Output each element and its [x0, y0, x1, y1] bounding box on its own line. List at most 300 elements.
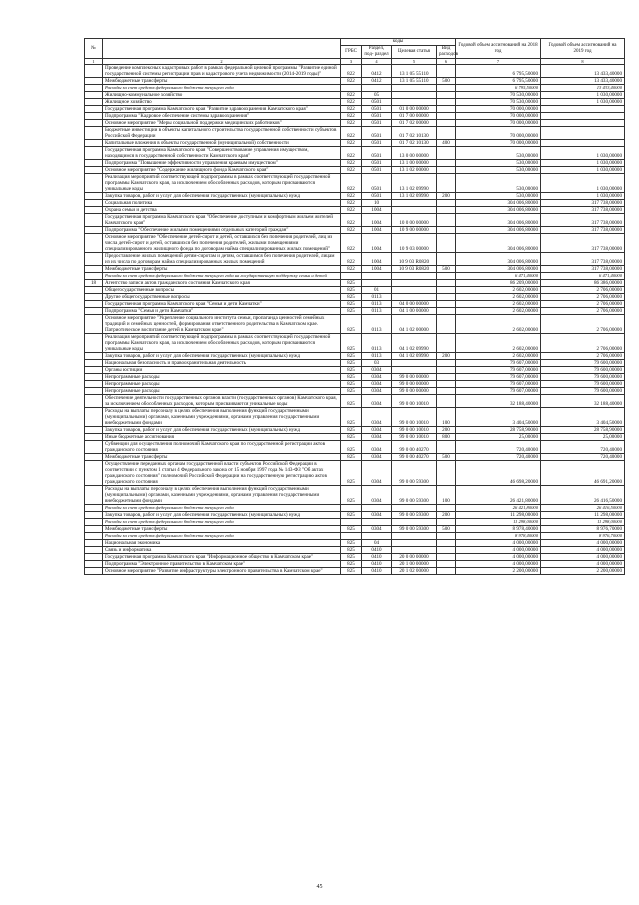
- row-grbs: 822: [341, 160, 362, 167]
- row-grbs: [341, 519, 362, 526]
- row-grbs: 825: [341, 427, 362, 434]
- row-target-article: 04 1 00 00000: [392, 308, 437, 315]
- row-target-article: 13 1 02 09990: [392, 193, 437, 200]
- row-razdel: 0304: [362, 461, 392, 486]
- row-razdel: [362, 519, 392, 526]
- row-razdel: 0113: [362, 353, 392, 360]
- row-amount-2018: 79 607,00000: [456, 381, 541, 388]
- row-name: Органы юстиции: [103, 367, 341, 374]
- row-number: [85, 234, 103, 253]
- table-row: [85, 367, 625, 374]
- table-row: [85, 92, 625, 99]
- row-number: [85, 147, 103, 160]
- row-target-article: 99 0 00 59300: [392, 526, 437, 533]
- row-grbs: 825: [341, 294, 362, 301]
- row-amount-2019: 720,40000: [541, 441, 625, 454]
- row-amount-2018: 2 602,00000: [456, 301, 541, 308]
- row-number: [85, 106, 103, 113]
- row-amount-2018: 4 000,00000: [456, 547, 541, 554]
- row-grbs: 822: [341, 214, 362, 227]
- table-row: [85, 193, 625, 200]
- row-expense-type: [437, 273, 456, 280]
- row-expense-type: [437, 547, 456, 554]
- row-amount-2018: 4 000,00000: [456, 561, 541, 568]
- row-amount-2019: 6 471,40000: [541, 273, 625, 280]
- row-razdel: 0501: [362, 160, 392, 167]
- row-amount-2018: 3 404,50000: [456, 408, 541, 427]
- row-grbs: 822: [341, 106, 362, 113]
- row-razdel: 0410: [362, 568, 392, 575]
- row-name: Подпрограмма "Электронное правительство в Камчатском крае": [103, 561, 341, 568]
- row-amount-2019: 317 738,00000: [541, 227, 625, 234]
- row-expense-type: [437, 207, 456, 214]
- row-expense-type: [437, 120, 456, 127]
- row-expense-type: [437, 287, 456, 294]
- row-target-article: 20 1 00 00000: [392, 561, 437, 568]
- row-razdel: 1004: [362, 227, 392, 234]
- row-grbs: 822: [341, 92, 362, 99]
- row-grbs: 825: [341, 454, 362, 461]
- table-header-row-1: [85, 39, 625, 46]
- row-name: Закупка товаров, работ и услуг для обеспечения государственных (муниципальных) нужд: [103, 512, 341, 519]
- row-expense-type: [437, 308, 456, 315]
- row-grbs: 825: [341, 461, 362, 486]
- row-amount-2019: 86 386,00000: [541, 280, 625, 287]
- row-number: [85, 253, 103, 266]
- row-grbs: [341, 85, 362, 92]
- row-target-article: 04 1 02 09990: [392, 334, 437, 353]
- row-expense-type: 200: [437, 353, 456, 360]
- row-grbs: 825: [341, 301, 362, 308]
- row-amount-2018: 530,00000: [456, 160, 541, 167]
- row-grbs: 822: [341, 78, 362, 85]
- row-expense-type: [437, 200, 456, 207]
- row-amount-2019: 2 706,00000: [541, 308, 625, 315]
- row-grbs: 822: [341, 266, 362, 273]
- row-name: Расходы на выплаты персоналу в целях обеспечения выполнения функций государственными (муниципальными) органами, казенными учреждениями, органами управления государственными внебюджетными фондами: [103, 408, 341, 427]
- row-amount-2019: 46 691,20000: [541, 461, 625, 486]
- row-name: Предоставление жилых помещений детям-сиротам и детям, оставшимся без попечения родителей, лицам из их числа по договорам найма специализированных жилых помещений: [103, 253, 341, 266]
- row-amount-2019: 317 738,00000: [541, 234, 625, 253]
- row-amount-2019: 2 706,00000: [541, 294, 625, 301]
- row-amount-2019: 317 738,00000: [541, 200, 625, 207]
- row-name: Основное мероприятие "Содержание жилищного фонда Камчатского края": [103, 167, 341, 174]
- row-number: [85, 227, 103, 234]
- row-amount-2019: 1 030,00000: [541, 99, 625, 106]
- index-cell: 2: [103, 59, 341, 65]
- row-expense-type: 800: [437, 434, 456, 441]
- row-razdel: 0113: [362, 315, 392, 334]
- row-number: [85, 505, 103, 512]
- row-amount-2018: 304 006,80000: [456, 266, 541, 273]
- row-amount-2018: 8 978,40000: [456, 533, 541, 540]
- row-name: Реализация мероприятий соответствующей подпрограммы в рамках соответствующей государственной программы Камчатского края, за исключением обособленных расходов, которым присваиваются уникальные коды: [103, 334, 341, 353]
- row-amount-2019: 317 738,00000: [541, 253, 625, 266]
- row-amount-2019: 13 433,40000: [541, 85, 625, 92]
- table-row: [85, 280, 625, 287]
- row-razdel: 0304: [362, 381, 392, 388]
- row-amount-2018: 25,00000: [456, 434, 541, 441]
- row-razdel: 0304: [362, 454, 392, 461]
- row-target-article: 99 0 00 00000: [392, 381, 437, 388]
- header-razdel: Раздел, под- раздел: [362, 46, 392, 59]
- row-amount-2018: 304 006,80000: [456, 227, 541, 234]
- row-target-article: 99 0 00 00000: [392, 388, 437, 395]
- row-number: [85, 127, 103, 140]
- row-amount-2018: 26 421,80000: [456, 486, 541, 505]
- row-expense-type: [437, 99, 456, 106]
- row-expense-type: [437, 174, 456, 193]
- row-number: [85, 92, 103, 99]
- row-grbs: 825: [341, 561, 362, 568]
- row-expense-type: [437, 367, 456, 374]
- row-number: [85, 568, 103, 575]
- row-razdel: 04: [362, 540, 392, 547]
- row-razdel: 0410: [362, 554, 392, 561]
- row-expense-type: 500: [437, 526, 456, 533]
- table-row: [85, 266, 625, 273]
- row-name: Подпрограмма "Повышение эффективности управления краевым имуществом": [103, 160, 341, 167]
- row-amount-2019: 4 000,00000: [541, 540, 625, 547]
- row-target-article: 10 0 00 00000: [392, 214, 437, 227]
- row-number: [85, 214, 103, 227]
- table-row: [85, 315, 625, 334]
- table-row: [85, 140, 625, 147]
- row-name: Расходы за счет средств федерального бюджета текущего года: [103, 85, 341, 92]
- row-razdel: 0501: [362, 127, 392, 140]
- row-name: Расходы за счет средств федерального бюджета текущего года: [103, 505, 341, 512]
- table-row: [85, 78, 625, 85]
- row-razdel: 10: [362, 200, 392, 207]
- row-name: Охрана семьи и детства: [103, 207, 341, 214]
- table-row: [85, 234, 625, 253]
- table-row: [85, 486, 625, 505]
- row-amount-2019: 2 200,00000: [541, 568, 625, 575]
- row-number: [85, 99, 103, 106]
- row-target-article: [392, 287, 437, 294]
- row-amount-2019: 28 758,90000: [541, 427, 625, 434]
- row-expense-type: 100: [437, 486, 456, 505]
- row-expense-type: [437, 381, 456, 388]
- table-row: [85, 253, 625, 266]
- table-row: [85, 113, 625, 120]
- row-amount-2018: 2 200,00000: [456, 568, 541, 575]
- row-amount-2018: 70 000,00000: [456, 106, 541, 113]
- row-name: Жилищное хозяйство: [103, 99, 341, 106]
- table-note-row: [85, 505, 625, 512]
- row-number: [85, 113, 103, 120]
- row-number: [85, 547, 103, 554]
- row-razdel: 0412: [362, 65, 392, 78]
- row-target-article: 01 7 00 00000: [392, 113, 437, 120]
- row-grbs: 825: [341, 315, 362, 334]
- row-razdel: 1004: [362, 234, 392, 253]
- table-row: [85, 512, 625, 519]
- row-name: Реализация мероприятий соответствующей подпрограммы в рамках соответствующей государственной программы Камчатского края, за исключением обособленных расходов, которым присваиваются уникальные коды: [103, 174, 341, 193]
- row-expense-type: [437, 294, 456, 301]
- row-amount-2019: 11 298,00000: [541, 519, 625, 526]
- header-year-2018: Годовой объем ассигнований на 2018 год: [456, 39, 541, 59]
- row-amount-2018: 4 000,00000: [456, 540, 541, 547]
- row-razdel: 0304: [362, 408, 392, 427]
- row-amount-2018: 70 000,00000: [456, 120, 541, 127]
- row-amount-2018: 530,00000: [456, 167, 541, 174]
- row-number: [85, 174, 103, 193]
- row-amount-2018: 6 795,50000: [456, 85, 541, 92]
- table-row: [85, 227, 625, 234]
- row-razdel: 03: [362, 360, 392, 367]
- row-grbs: 825: [341, 334, 362, 353]
- row-amount-2019: 25,00000: [541, 434, 625, 441]
- row-number: [85, 533, 103, 540]
- row-name: Расходы на выплаты персоналу в целях обеспечения выполнения функций государственными (муниципальными) органами, казенными учреждениями, органами управления государственными внебюджетными фондами: [103, 486, 341, 505]
- row-grbs: 825: [341, 526, 362, 533]
- row-razdel: 0113: [362, 301, 392, 308]
- row-number: [85, 160, 103, 167]
- row-name: Субвенции для осуществления полномочий Камчатского края по государственной регистрации актов гражданского состояния: [103, 441, 341, 454]
- row-number: [85, 334, 103, 353]
- table-row: [85, 374, 625, 381]
- row-expense-type: 200: [437, 512, 456, 519]
- row-name: Бюджетные инвестиции в объекты капитального строительства государственной собственности субъектов Российской Федерации: [103, 127, 341, 140]
- row-amount-2019: 2 706,00000: [541, 353, 625, 360]
- row-expense-type: [437, 540, 456, 547]
- row-amount-2018: 720,40000: [456, 454, 541, 461]
- row-target-article: 13 1 02 09990: [392, 174, 437, 193]
- row-target-article: 99 0 00 00000: [392, 374, 437, 381]
- table-note-row: [85, 533, 625, 540]
- row-number: [85, 200, 103, 207]
- table-row: [85, 287, 625, 294]
- table-row: [85, 408, 625, 427]
- row-name: Межбюджетные трансферты: [103, 266, 341, 273]
- row-name: Государственная программа Камчатского края "Совершенствование управления имуществом, находящимся в государственной собственности Камчатского края": [103, 147, 341, 160]
- row-number: [85, 519, 103, 526]
- row-amount-2018: 79 607,00000: [456, 374, 541, 381]
- index-cell: 5: [392, 59, 437, 65]
- row-grbs: 825: [341, 540, 362, 547]
- table-row: [85, 427, 625, 434]
- row-name: Проведение комплексных кадастровых работ в рамках федеральной целевой программы "Развитие единой государственной системы регистрации прав и кадастрового учета недвижимости (2014-2019 годы)": [103, 65, 341, 78]
- row-amount-2019: 2 706,00000: [541, 334, 625, 353]
- row-name: Непрограммные расходы: [103, 388, 341, 395]
- row-razdel: 0304: [362, 374, 392, 381]
- row-amount-2018: 4 000,00000: [456, 554, 541, 561]
- row-amount-2018: 70 000,00000: [456, 127, 541, 140]
- row-amount-2019: 2 706,00000: [541, 315, 625, 334]
- row-grbs: 825: [341, 512, 362, 519]
- row-amount-2019: 4 000,00000: [541, 547, 625, 554]
- row-grbs: 825: [341, 441, 362, 454]
- row-amount-2018: 6 795,50000: [456, 78, 541, 85]
- row-amount-2018: 79 607,00000: [456, 360, 541, 367]
- row-amount-2019: 79 600,00000: [541, 388, 625, 395]
- row-expense-type: [437, 568, 456, 575]
- row-expense-type: [437, 461, 456, 486]
- table-row: [85, 127, 625, 140]
- row-amount-2019: [541, 127, 625, 140]
- row-amount-2018: 11 298,00000: [456, 519, 541, 526]
- row-expense-type: [437, 234, 456, 253]
- row-grbs: 825: [341, 434, 362, 441]
- row-expense-type: [437, 160, 456, 167]
- row-number: [85, 308, 103, 315]
- header-grbs: ГРБС: [341, 46, 362, 59]
- table-row: [85, 561, 625, 568]
- row-razdel: [362, 85, 392, 92]
- index-cell: 7: [456, 59, 541, 65]
- row-amount-2018: 79 607,00000: [456, 388, 541, 395]
- row-number: [85, 78, 103, 85]
- row-name: Другие общегосударственные вопросы: [103, 294, 341, 301]
- table-row: [85, 308, 625, 315]
- row-name: Межбюджетные трансферты: [103, 454, 341, 461]
- row-grbs: 825: [341, 395, 362, 408]
- row-amount-2019: 8 976,70000: [541, 533, 625, 540]
- row-amount-2019: [541, 106, 625, 113]
- row-name: Расходы за счет средств федерального бюджета текущего года: [103, 519, 341, 526]
- row-name: Подпрограмма "Семья и дети Камчатки": [103, 308, 341, 315]
- row-number: [85, 408, 103, 427]
- row-razdel: 0113: [362, 294, 392, 301]
- row-amount-2019: 13 433,40000: [541, 65, 625, 78]
- row-amount-2019: 26 416,50000: [541, 486, 625, 505]
- row-name: Жилищно-коммунальное хозяйство: [103, 92, 341, 99]
- row-number: [85, 427, 103, 434]
- row-razdel: 0410: [362, 547, 392, 554]
- row-grbs: 825: [341, 547, 362, 554]
- row-amount-2019: 32 188,40000: [541, 395, 625, 408]
- row-razdel: 0304: [362, 512, 392, 519]
- table-row: [85, 167, 625, 174]
- row-expense-type: [437, 214, 456, 227]
- row-grbs: 822: [341, 140, 362, 147]
- row-razdel: 0304: [362, 388, 392, 395]
- row-expense-type: 400: [437, 140, 456, 147]
- row-grbs: 822: [341, 65, 362, 78]
- row-razdel: 0501: [362, 120, 392, 127]
- table-row: [85, 106, 625, 113]
- row-number: [85, 434, 103, 441]
- row-number: [85, 294, 103, 301]
- row-target-article: [392, 85, 437, 92]
- row-target-article: [392, 360, 437, 367]
- row-amount-2019: 1 030,00000: [541, 147, 625, 160]
- table-row: [85, 207, 625, 214]
- row-target-article: [392, 280, 437, 287]
- row-number: [85, 287, 103, 294]
- row-amount-2018: 70 530,00000: [456, 99, 541, 106]
- row-amount-2019: 1 030,00000: [541, 92, 625, 99]
- row-grbs: 825: [341, 353, 362, 360]
- row-amount-2019: 1 030,00000: [541, 160, 625, 167]
- row-expense-type: 500: [437, 266, 456, 273]
- row-amount-2018: 86 209,00000: [456, 280, 541, 287]
- row-amount-2018: 304 006,80000: [456, 200, 541, 207]
- row-grbs: 825: [341, 568, 362, 575]
- row-amount-2019: 317 738,00000: [541, 214, 625, 227]
- row-grbs: 822: [341, 227, 362, 234]
- row-name: Агентство записи актов гражданского состояния Камчатского края: [103, 280, 341, 287]
- row-expense-type: [437, 554, 456, 561]
- row-grbs: [341, 505, 362, 512]
- row-target-article: [392, 519, 437, 526]
- row-target-article: 04 0 00 00000: [392, 301, 437, 308]
- row-target-article: 01 7 02 10130: [392, 140, 437, 147]
- row-razdel: 0410: [362, 561, 392, 568]
- table-row: [85, 200, 625, 207]
- row-name: Основное мероприятие "Обеспечение детей-сирот и детей, оставшихся без попечения родителей, лиц из числа детей-сирот и детей, оставшихся без попечения родителей, жилыми помещениями специализированного жилищного фонда по договорам найма специализированных жилых помещений": [103, 234, 341, 253]
- row-amount-2018: 720,40000: [456, 441, 541, 454]
- row-target-article: 13 1 05 55110: [392, 78, 437, 85]
- row-name: Основное мероприятие "Меры социальной поддержки медицинских работников": [103, 120, 341, 127]
- index-cell: 1: [85, 59, 103, 65]
- row-amount-2018: 304 006,80000: [456, 207, 541, 214]
- row-target-article: [392, 547, 437, 554]
- table-row: [85, 461, 625, 486]
- header-year-2019: Годовой объем ассигнований на 2019 год: [541, 39, 625, 59]
- row-number: [85, 367, 103, 374]
- budget-table: [84, 38, 625, 575]
- header-name: [103, 39, 341, 59]
- header-codes-group: коды: [341, 39, 456, 46]
- row-grbs: 825: [341, 367, 362, 374]
- row-target-article: 01 7 02 00000: [392, 120, 437, 127]
- row-amount-2018: 2 602,00000: [456, 334, 541, 353]
- header-num: №: [85, 39, 103, 59]
- row-amount-2018: 6 471,40000: [456, 273, 541, 280]
- row-target-article: 13 1 00 00000: [392, 160, 437, 167]
- row-razdel: 0501: [362, 167, 392, 174]
- row-amount-2018: 530,00000: [456, 174, 541, 193]
- row-grbs: 822: [341, 127, 362, 140]
- table-row: [85, 540, 625, 547]
- table-row: [85, 174, 625, 193]
- row-name: Подпрограмма "Обеспечение жилыми помещениями отдельных категорий граждан": [103, 227, 341, 234]
- row-grbs: 825: [341, 287, 362, 294]
- row-name: Расходы за счет средств федерального бюджета текущего года на государственную поддержку семьи и детей: [103, 273, 341, 280]
- table-note-row: [85, 519, 625, 526]
- row-expense-type: [437, 85, 456, 92]
- row-razdel: 0501: [362, 99, 392, 106]
- row-target-article: [392, 207, 437, 214]
- row-expense-type: [437, 127, 456, 140]
- row-amount-2019: 2 706,00000: [541, 287, 625, 294]
- row-grbs: 825: [341, 388, 362, 395]
- row-razdel: 0501: [362, 113, 392, 120]
- row-grbs: 825: [341, 381, 362, 388]
- row-amount-2018: 28 758,90000: [456, 427, 541, 434]
- row-expense-type: [437, 147, 456, 160]
- row-target-article: 10 9 03 R0820: [392, 266, 437, 273]
- row-grbs: [341, 533, 362, 540]
- row-amount-2018: 2 602,00000: [456, 294, 541, 301]
- row-name: Межбюджетные трансферты: [103, 526, 341, 533]
- row-target-article: 13 1 05 55110: [392, 65, 437, 78]
- row-name: Национальная безопасность и правоохранительная деятельность: [103, 360, 341, 367]
- row-amount-2018: 70 530,00000: [456, 92, 541, 99]
- row-amount-2018: 2 602,00000: [456, 315, 541, 334]
- row-amount-2019: 79 600,00000: [541, 360, 625, 367]
- row-amount-2018: 2 602,00000: [456, 287, 541, 294]
- row-target-article: 99 0 00 10010: [392, 408, 437, 427]
- row-amount-2019: 317 738,00000: [541, 266, 625, 273]
- row-expense-type: [437, 92, 456, 99]
- row-number: [85, 140, 103, 147]
- row-number: [85, 207, 103, 214]
- row-razdel: 0304: [362, 486, 392, 505]
- row-amount-2019: 11 298,00000: [541, 512, 625, 519]
